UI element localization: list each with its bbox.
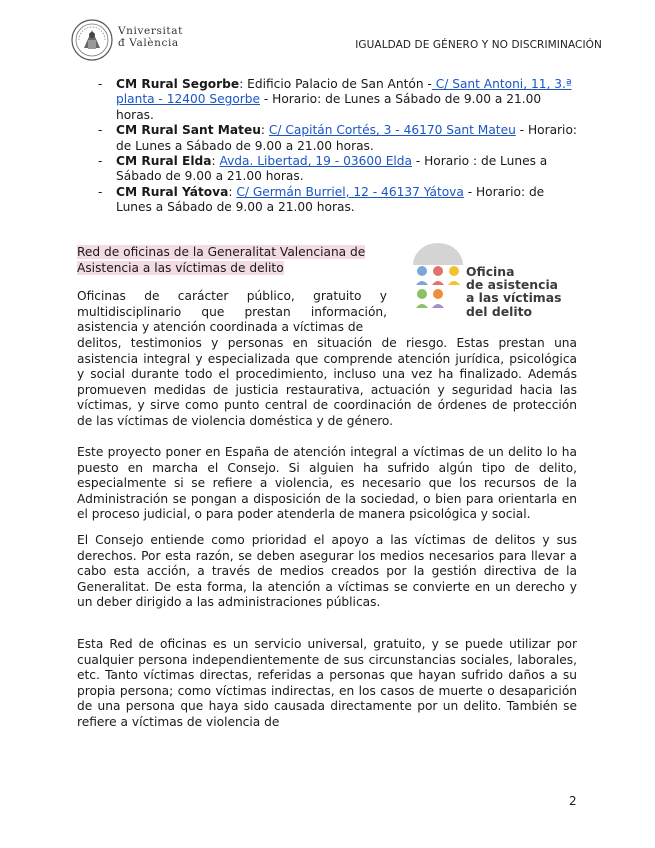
centre-address-link[interactable]: C/ Sant Antoni, 11, 3.ª planta - 12400 Segorbe — [116, 77, 572, 107]
paragraph-consejo: El Consejo entiende como prioridad el apoyo a las víctimas de delitos y sus derechos. Por esta razón, se deben asegurar los medios necesarios para llevar a cabo esta acción, a través de medios creados por la gestión directiva de la Generalitat. De esta forma, la atención a víctimas se convierte en un derecho y un deber dirigido a las administraciones públicas. — [77, 533, 577, 610]
oficina-asistencia-logo — [410, 243, 570, 323]
centre-address-link[interactable]: C/ Capitán Cortés, 3 - 46170 Sant Mateu — [268, 123, 516, 138]
paragraph-intro-wrapped: Oficinas de carácter público, gratuito y multidisciplinario que prestan información, asistencia y atención coordinada a víctimas de — [77, 289, 387, 335]
section-heading-text: Red de oficinas de la Generalitat Valenciana de Asistencia a las víctimas de delito — [77, 245, 366, 275]
centre-address-prefix: : Edificio Palacio de San Antón - — [239, 77, 432, 91]
centre-address-prefix: : — [260, 123, 269, 138]
logo-line-2: đ València — [118, 37, 179, 49]
centre-hours: - Horario: de Lunes a Sábado de 9.00 a 21.00 horas. — [116, 123, 578, 153]
university-seal-icon — [70, 18, 114, 62]
page-header — [70, 18, 602, 62]
logo-text-line: de asistencia — [466, 277, 559, 293]
centre-address-link[interactable]: Avda. Libertad, 19 - 03600 Elda — [219, 154, 412, 169]
centre-hours: - Horario: de Lunes a Sábado de 9.00 a 21.00 horas. — [116, 184, 545, 215]
paragraph-red-oficinas: Esta Red de oficinas es un servicio universal, gratuito, y se puede utilizar por cualquier persona independientemente de sus circunstancias sociales, laborales, etc. Tanto víctimas directas, referidas a personas que hayan sufrido daños a su propia persona; como víctimas indirectas, en los casos de muerte o desaparición de una persona que haya sido causada directamente por un delito. También se refiere a víctimas de violencia de — [77, 637, 577, 729]
list-dash: - — [98, 154, 103, 169]
centre-hours: - Horario: de Lunes a Sábado de 9.00 a 21.00 horas. — [116, 92, 542, 122]
rural-centres-list — [98, 77, 578, 216]
centre-hours: - Horario : de Lunes a Sábado de 9.00 a 21.00 horas. — [116, 154, 548, 184]
list-item — [98, 77, 578, 123]
list-dash: - — [98, 184, 103, 199]
centre-name: CM Rural Sant Mateu — [116, 123, 261, 138]
centre-name: CM Rural Yátova — [116, 184, 229, 199]
centre-name: CM Rural Elda — [116, 154, 212, 169]
centre-address-prefix: : — [211, 154, 220, 169]
paragraph-project: Este proyecto poner en España de atención integral a víctimas de un delito lo ha puesto en marcha el Consejo. Si alguien ha sufrido algún tipo de delito, especialmente si se refiere a violencia, es necesario que los recursos de la Administración se pongan a disposición de la sociedad, o bien para orientarla en el proceso judicial, o para poder atenderla de manera psicológica y social. — [77, 445, 577, 522]
header-title: IGUALDAD DE GÉNERO Y NO DISCRIMINACIÓN — [355, 39, 602, 51]
centre-address-link[interactable]: C/ Germán Burriel, 12 - 46137 Yátova — [236, 184, 464, 199]
logo-text-line: Oficina — [466, 264, 515, 279]
list-item — [98, 154, 578, 185]
oficina-logo-text — [466, 265, 561, 318]
people-dots-icon — [410, 243, 466, 323]
list-item — [98, 185, 578, 216]
logo-line-1: Vniversitat — [118, 25, 183, 37]
logo-text-line: del delito — [466, 303, 533, 319]
page-number: 2 — [569, 794, 577, 808]
paragraph-intro-continued: delitos, testimonios y personas en situación de riesgo. Estas prestan una asistencia integral y especializada que comprende atención jurídica, psicológica y social durante todo el procedimiento, incluso una vez ha finalizado. Además promueven medidas de justicia restaurativa, actuación y seguridad hacia las víctimas, y sirve como punto central de coordinación de órdenes de protección de las víctimas de violencia doméstica y de género. — [77, 336, 577, 428]
university-logo-text — [118, 25, 183, 49]
list-item — [98, 123, 578, 154]
list-dash: - — [98, 77, 103, 91]
logo-text-line: a las víctimas — [466, 290, 562, 306]
centre-name: CM Rural Segorbe — [116, 77, 240, 91]
section-heading — [77, 244, 387, 276]
list-dash: - — [98, 123, 103, 138]
centre-address-prefix: : — [228, 184, 237, 199]
